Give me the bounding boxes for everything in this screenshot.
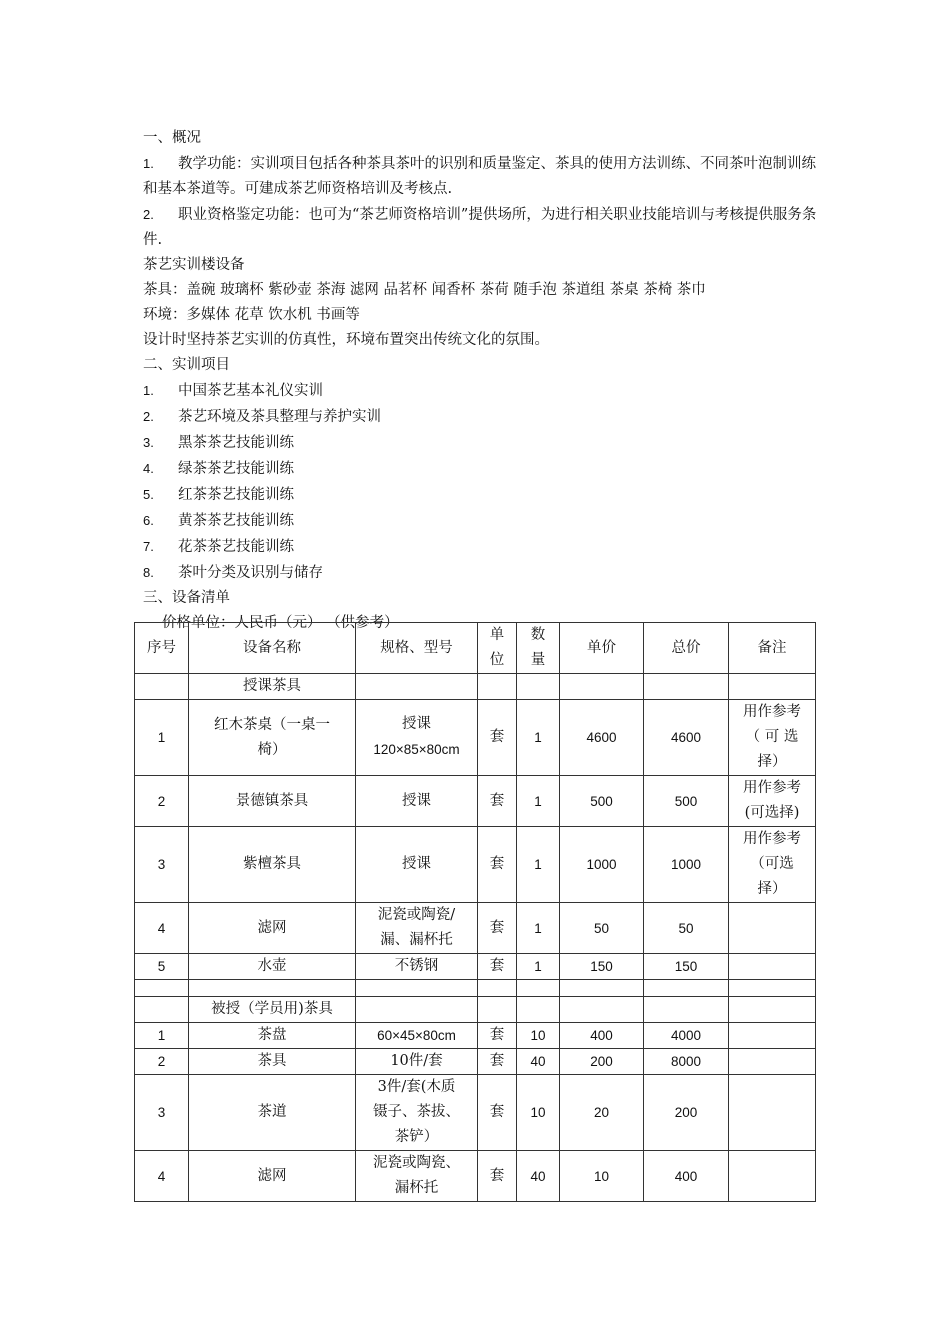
- section3-heading: 三、设备清单: [143, 590, 230, 606]
- table-row: 1 茶盘 60×45×80cm 套 10 400 4000: [135, 1023, 816, 1049]
- item-text: 教学功能：实训项目包括各种茶具茶叶的识别和质量鉴定、茶具的使用方法训练、不同茶叶泡制训练和基本茶道等。可建成茶艺师资格培训及考核点.: [143, 156, 816, 197]
- item-number: 6.: [143, 513, 154, 528]
- training-item-6: [143, 508, 823, 534]
- training-item-3: [143, 430, 823, 456]
- item-number: 3.: [143, 435, 154, 450]
- section1-item-1: [143, 151, 823, 202]
- section1-heading: 一、概况: [143, 130, 201, 146]
- environment-list: 环境：多媒体 花草 饮水机 书画等: [143, 307, 360, 323]
- table-row: 4 滤网 泥瓷或陶瓷、 漏杯托 套 40 10 400: [135, 1151, 816, 1202]
- header-price: 单价: [560, 623, 644, 674]
- item-text: 茶艺环境及茶具整理与养护实训: [178, 409, 381, 425]
- item-text: 中国茶艺基本礼仪实训: [178, 383, 323, 399]
- training-item-4: [143, 456, 823, 482]
- item-text: 茶叶分类及识别与储存: [178, 565, 323, 581]
- item-number: 8.: [143, 565, 154, 580]
- table-row: 2 茶具 10件/套 套 40 200 8000: [135, 1049, 816, 1075]
- header-spec: 规格、型号: [356, 623, 478, 674]
- header-index: 序号: [135, 623, 189, 674]
- item-number: 1.: [143, 383, 154, 398]
- equipment-table: [134, 622, 816, 1202]
- table-row: 3 紫檀茶具 授课 套 1 1000 1000 用作参考 （可选 择）: [135, 827, 816, 903]
- group-row-students: [135, 997, 816, 1023]
- group-label: 被授（学员用)茶具: [189, 997, 356, 1023]
- item-text: 黑茶茶艺技能训练: [178, 435, 294, 451]
- table-row: 3 茶道 3件/套(木质 镊子、茶拔、 茶铲） 套 10 20 200: [135, 1075, 816, 1151]
- training-item-2: [143, 404, 823, 430]
- table-row: 4 滤网 泥瓷或陶瓷/ 漏、漏杯托 套 1 50 50: [135, 903, 816, 954]
- item-text: 红茶茶艺技能训练: [178, 487, 294, 503]
- group-row-teaching: [135, 674, 816, 700]
- training-item-7: [143, 534, 823, 560]
- design-note: 设计时坚持茶艺实训的仿真性，环境布置突出传统文化的氛围。: [143, 332, 549, 348]
- item-number: 5.: [143, 487, 154, 502]
- section1-item-2: [143, 202, 823, 253]
- item-text: 花茶茶艺技能训练: [178, 539, 294, 555]
- item-text: 职业资格鉴定功能：也可为“茶艺师资格培训”提供场所，为进行相关职业技能培训与考核提供服务条件.: [143, 207, 817, 248]
- table-header-row: [135, 623, 816, 674]
- section2-heading: 二、实训项目: [143, 357, 230, 373]
- item-number: 1.: [143, 156, 154, 171]
- item-number: 4.: [143, 461, 154, 476]
- item-text: 黄茶茶艺技能训练: [178, 513, 294, 529]
- header-note: 备注: [729, 623, 816, 674]
- document-body: [143, 126, 823, 636]
- item-number: 2.: [143, 207, 154, 222]
- table-row: 2 景德镇茶具 授课 套 1 500 500 用作参考 (可选择): [135, 776, 816, 827]
- equipment-heading: 茶艺实训楼设备: [143, 257, 245, 273]
- training-item-8: [143, 560, 823, 586]
- header-unit: 单 位: [478, 623, 517, 674]
- item-number: 2.: [143, 409, 154, 424]
- group-label: 授课茶具: [189, 674, 356, 700]
- header-name: 设备名称: [189, 623, 356, 674]
- item-text: 绿茶茶艺技能训练: [178, 461, 294, 477]
- item-number: 7.: [143, 539, 154, 554]
- header-qty: 数 量: [517, 623, 560, 674]
- price-unit-note: 价格单位：人民币（元） （供参考）: [162, 615, 399, 631]
- training-item-1: [143, 378, 823, 404]
- header-total: 总价: [644, 623, 729, 674]
- empty-row: [135, 980, 816, 997]
- tea-ware-list: 茶具：盖碗 玻璃杯 紫砂壶 茶海 滤网 品茗杯 闻香杯 茶荷 随手泡 茶道组 茶桌 茶椅 茶巾: [143, 282, 706, 298]
- training-item-5: [143, 482, 823, 508]
- table-row: 5 水壶 不锈钢 套 1 150 150: [135, 954, 816, 980]
- table-row: 1 红木茶桌（一桌一 椅） 授课 120×85×80cm 套 1 4600 4600 用作参考 （ 可 选 择）: [135, 700, 816, 776]
